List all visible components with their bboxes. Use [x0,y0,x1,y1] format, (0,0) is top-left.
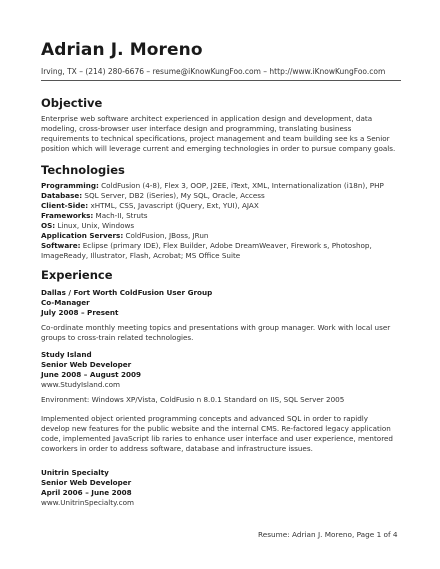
job-dates: April 2006 – June 2008 [41,488,132,497]
job-company: Study Island [41,350,92,359]
tech-value: Mach-II, Struts [93,211,148,220]
tech-continuation: ImageReady, Illustrator, Flash, Acrobat; MS Office Suite [41,251,241,260]
job-desc-line: develop new features for the public website and the internal CMS. Re-factored legacy application [41,424,391,433]
tech-label: Frameworks: [41,211,94,220]
job-desc-line: Implemented object oriented programming concepts and advanced SQL in order to rapidly [41,414,369,423]
tech-item [41,231,403,241]
job-url: www.StudyIsland.com [41,380,121,389]
objective-heading: Objective [41,96,103,110]
job-company: Unitrin Specialty [41,468,109,477]
job-study-island [41,350,403,390]
job-study-island-desc [41,414,403,454]
tech-label: Software: [41,241,81,250]
objective-line: modeling, cross-browser user interface design and programming, translating business [41,124,352,133]
tech-label: Client-Side: [41,201,89,210]
tech-label: Programming: [41,181,99,190]
tech-value: ColdFusion, JBoss, JRun [123,231,209,240]
technologies-heading: Technologies [41,163,125,177]
job-desc-line: groups to cross-train related technologies. [41,333,194,342]
page-footer: Resume: Adrian J. Moreno, Page 1 of 4 [258,530,398,539]
tech-value: SQL Server, DB2 (iSeries), My SQL, Oracle, Access [82,191,265,200]
candidate-name: Adrian J. Moreno [41,40,203,60]
job-unitrin [41,468,403,508]
job-environment: Environment: Windows XP/Vista, ColdFusio n 8.0.1 Standard on IIS, SQL Server 2005 [41,395,345,404]
job-dates: June 2008 – August 2009 [41,370,142,379]
tech-item [41,221,403,231]
objective-line: requirements to technical specifications, project management and team building see ks a Senior [41,134,390,143]
tech-item [41,201,403,211]
job-title: Senior Web Developer [41,360,132,369]
job-company: Dallas / Fort Worth ColdFusion User Group [41,288,213,297]
objective-line: position which will leverage current and emerging technologies in order to pursue company goals. [41,144,396,153]
tech-value: xHTML, CSS, Javascript (jQuery, Ext, YUI), AJAX [88,201,259,210]
job-desc-line: code, implemented JavaScript lib raries to enhance user interface and user experience, mentored [41,434,393,443]
tech-label: OS: [41,221,56,230]
tech-label: Application Servers: [41,231,124,240]
tech-item [41,191,403,201]
technologies-list [41,181,403,261]
objective-text [41,114,403,154]
contact-line: Irving, TX – (214) 280-6676 – resume@iKnowKungFoo.com – http://www.iKnowKungFoo.com [41,67,401,81]
job-desc-line: coworkers in order to address software, database and infrastructure issues. [41,444,313,453]
job-title: Senior Web Developer [41,478,132,487]
job-dfw-cfug-desc [41,323,403,343]
job-dates: July 2008 – Present [41,308,119,317]
tech-value: Eclipse (primary IDE), Flex Builder, Adobe DreamWeaver, Firework s, Photoshop, [80,241,372,250]
tech-item [41,181,403,191]
job-url: www.UnitrinSpecialty.com [41,498,134,507]
tech-label: Database: [41,191,83,200]
job-desc-line: Co-ordinate monthly meeting topics and presentations with group manager. Work with local user [41,323,391,332]
tech-value: Linux, Unix, Windows [55,221,135,230]
job-dfw-cfug [41,288,403,318]
objective-line: Enterprise web software architect experienced in application design and development, data [41,114,373,123]
experience-heading: Experience [41,268,113,282]
job-title: Co-Manager [41,298,90,307]
tech-item [41,241,403,251]
tech-value: ColdFusion (4-8), Flex 3, OOP, J2EE, iText, XML, Internationalization (i18n), PHP [98,181,384,190]
tech-item [41,211,403,221]
